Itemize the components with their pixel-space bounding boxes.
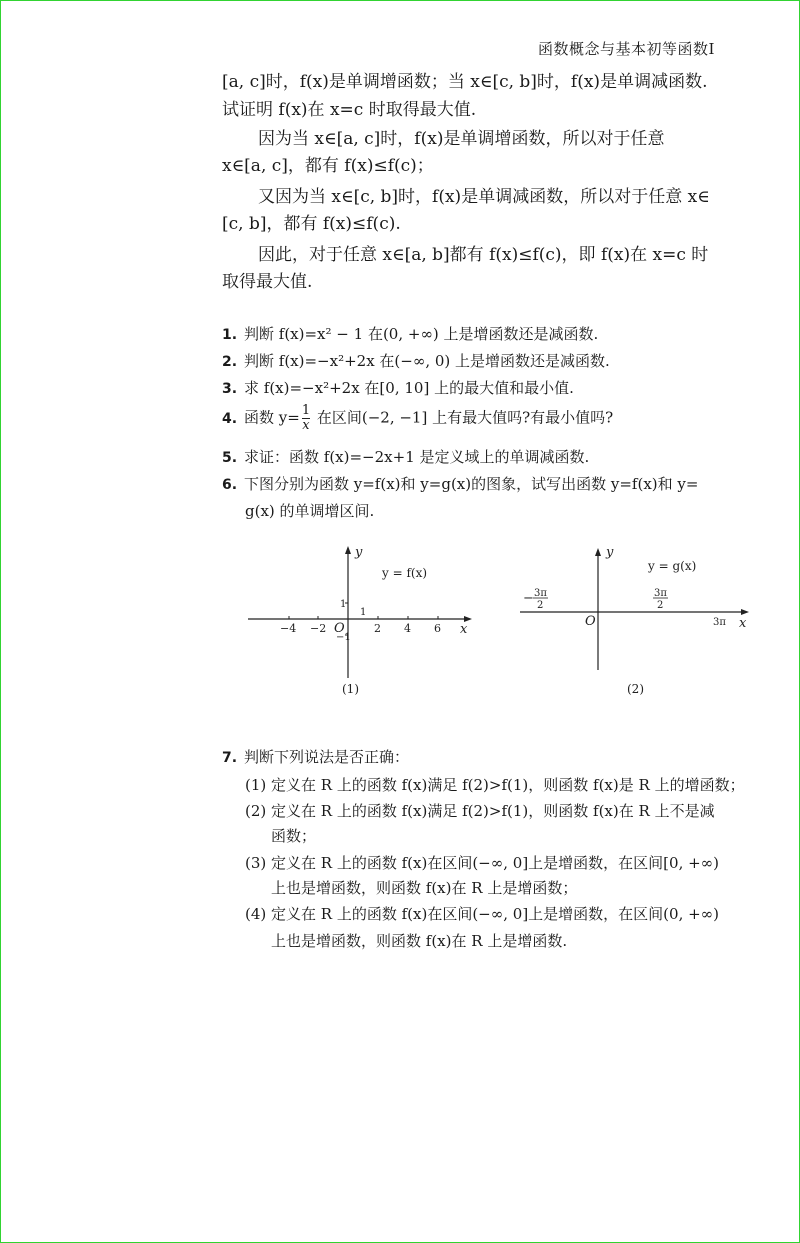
y-tick-label: 1 (340, 599, 347, 610)
exercise-text: 下图分别为函数 y=f(x)和 y=g(x)的图象，试写出函数 y=f(x)和 y= (244, 475, 699, 493)
exercise-text-pre: 函数 y= (244, 408, 300, 427)
exercise-text: 判断下列说法是否正确： (244, 748, 410, 766)
exercise-number: 6. (222, 477, 238, 493)
proof-line-2: 试证明 f(x)在 x=c 时取得最大值. (222, 100, 477, 120)
fraction-1-over-x (302, 404, 310, 433)
figure-1-graph (240, 540, 480, 700)
x-tick-label: −2 (310, 622, 327, 635)
exercise-7-item-4-cont: 上也是增函数，则函数 f(x)在 R 上是增函数. (271, 932, 568, 950)
right-fraction-denominator: 2 (657, 600, 664, 611)
exercise-1 (222, 323, 598, 346)
function-label: y = g(x) (648, 559, 697, 573)
left-fraction-numerator: 3π (534, 588, 547, 599)
exercise-7-item-1: (1) 定义在 R 上的函数 f(x)满足 f(2)>f(1)，则函数 f(x)是 R 上的增函数； (245, 776, 745, 794)
x-tick-label: 2 (374, 622, 381, 635)
proof-line-1: [a, c]时，f(x)是单调增函数；当 x∈[c, b]时，f(x)是单调减函数. (222, 72, 708, 92)
exercise-4 (222, 404, 613, 433)
exercise-text: 判断 f(x)=x² − 1 在(0, +∞) 上是增函数还是减函数. (244, 325, 599, 343)
proof-line-4: x∈[a, c]，都有 f(x)≤f(c)； (222, 156, 434, 176)
exercise-5 (222, 446, 589, 469)
exercise-text-post: 在区间(−2, −1] 上有最大值吗?有最小值吗? (312, 408, 614, 427)
x-axis-label: x (460, 622, 468, 637)
left-sign: − (523, 591, 534, 606)
fraction-numerator: 1 (301, 403, 311, 418)
exercise-7 (222, 746, 409, 769)
y-axis-label: y (355, 545, 363, 560)
x-axis-label: x (739, 616, 747, 631)
proof-line-3: 因为当 x∈[a, c]时，f(x)是单调增函数，所以对于任意 (258, 129, 665, 149)
exercise-text: 求证：函数 f(x)=−2x+1 是定义域上的单调减函数. (244, 448, 590, 466)
x-tick-label: −4 (280, 622, 297, 635)
exercise-6-continuation: g(x) 的单调增区间. (245, 502, 375, 520)
exercise-7-item-2: (2) 定义在 R 上的函数 f(x)满足 f(2)>f(1)，则函数 f(x)在 R 上不是减 (245, 802, 715, 820)
exercise-number: 4. (222, 410, 238, 427)
figure-2-graph (515, 540, 760, 700)
proof-line-7: 因此，对于任意 x∈[a, b]都有 f(x)≤f(c)，即 f(x)在 x=c 时 (258, 245, 709, 265)
right-fraction-numerator: 3π (654, 588, 667, 599)
proof-line-8: 取得最大值. (222, 272, 313, 292)
proof-line-6: [c, b]，都有 f(x)≤f(c). (222, 214, 401, 234)
figure-caption: (1) (342, 682, 359, 696)
exercise-number: 7. (222, 750, 238, 766)
fraction-denominator: x (302, 418, 310, 433)
exercise-text: 判断 f(x)=−x²+2x 在(−∞, 0) 上是增函数还是减函数. (244, 352, 610, 370)
y-tick-label: −1 (336, 632, 351, 643)
exercise-number: 1. (222, 327, 238, 343)
exercise-text: 求 f(x)=−x²+2x 在[0, 10] 上的最大值和最小值. (244, 379, 574, 397)
origin-label: O (334, 621, 345, 636)
exercise-7-item-3-cont: 上也是增函数，则函数 f(x)在 R 上是增函数； (271, 879, 578, 897)
exercise-3 (222, 377, 574, 400)
figure-caption: (2) (627, 682, 644, 696)
function-label: y = f(x) (382, 566, 428, 580)
y-axis-label: y (606, 545, 614, 560)
far-tick-label: 3π (713, 617, 726, 628)
origin-label: O (585, 614, 596, 629)
running-header: 函数概念与基本初等函数Ⅰ (538, 40, 715, 58)
exercise-7-item-3: (3) 定义在 R 上的函数 f(x)在区间(−∞, 0]上是增函数，在区间[0, +∞) (245, 854, 720, 872)
exercise-number: 5. (222, 450, 238, 466)
exercise-7-item-4: (4) 定义在 R 上的函数 f(x)在区间(−∞, 0]上是增函数，在区间(0, +∞) (245, 905, 720, 923)
exercise-number: 2. (222, 354, 238, 370)
proof-line-5: 又因为当 x∈[c, b]时，f(x)是单调减函数，所以对于任意 x∈ (258, 187, 710, 207)
left-fraction-denominator: 2 (537, 600, 544, 611)
small-tick-label: 1 (360, 607, 367, 618)
exercise-number: 3. (222, 381, 238, 397)
exercise-7-item-2-cont: 函数； (271, 827, 317, 845)
exercise-2 (222, 350, 610, 373)
x-tick-label: 6 (434, 622, 441, 635)
x-tick-label: 4 (404, 622, 411, 635)
exercise-6 (222, 473, 698, 496)
